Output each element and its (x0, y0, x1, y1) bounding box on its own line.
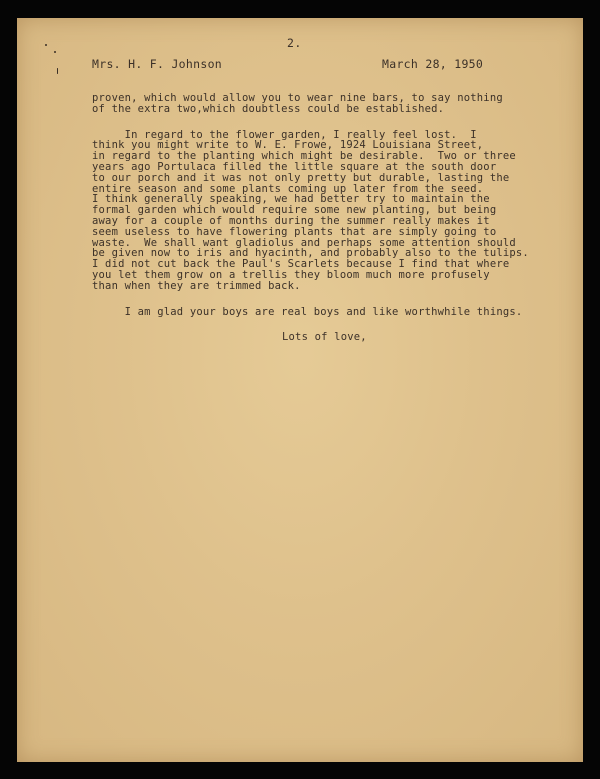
paragraph (92, 130, 562, 292)
text-line: seem useless to have flowering plants that are simply going to (92, 225, 497, 238)
text-line: in regard to the planting which might be desirable. Two or three (92, 150, 516, 163)
ink-mark (54, 51, 56, 53)
text-line: formal garden which would require some new planting, but being (92, 204, 497, 217)
text-line: than when they are trimmed back. (92, 279, 301, 292)
paragraph (92, 307, 562, 318)
text-line: I am glad your boys are real boys and like worthwhile things. (92, 305, 523, 318)
paragraph (92, 93, 562, 115)
text-line: you let them grow on a trellis they bloom much more profusely (92, 268, 490, 281)
text-line: years ago Portulaca filled the little square at the south door (92, 160, 497, 173)
text-line: In regard to the flower garden, I really feel lost. I (92, 128, 477, 141)
letter-date: March 28, 1950 (382, 57, 484, 71)
text-line: away for a couple of months during the summer really makes it (92, 214, 490, 227)
page-number: 2. (287, 36, 302, 50)
text-line: I did not cut back the Paul's Scarlets because I find that where (92, 258, 510, 271)
letter-body (92, 93, 562, 317)
ink-mark (57, 68, 58, 74)
text-line: proven, which would allow you to wear nine bars, to say nothing (92, 92, 503, 104)
letter-page (17, 18, 583, 762)
text-line: I think generally speaking, we had better try to maintain the (92, 193, 490, 206)
text-line: think you might write to W. E. Frowe, 1924 Louisiana Street, (92, 139, 484, 152)
closing-line: Lots of love, (282, 331, 367, 343)
text-line: of the extra two,which doubtless could be established. (92, 102, 445, 115)
ink-mark (45, 44, 47, 46)
text-line: to our porch and it was not only pretty but durable, lasting the (92, 171, 510, 184)
text-line: waste. We shall want gladiolus and perhaps some attention should (92, 236, 516, 249)
addressee-line: Mrs. H. F. Johnson (92, 57, 223, 71)
text-line: entire season and some plants coming up later from the seed. (92, 182, 484, 195)
text-line: be given now to iris and hyacinth, and probably also to the tulips. (92, 247, 529, 260)
